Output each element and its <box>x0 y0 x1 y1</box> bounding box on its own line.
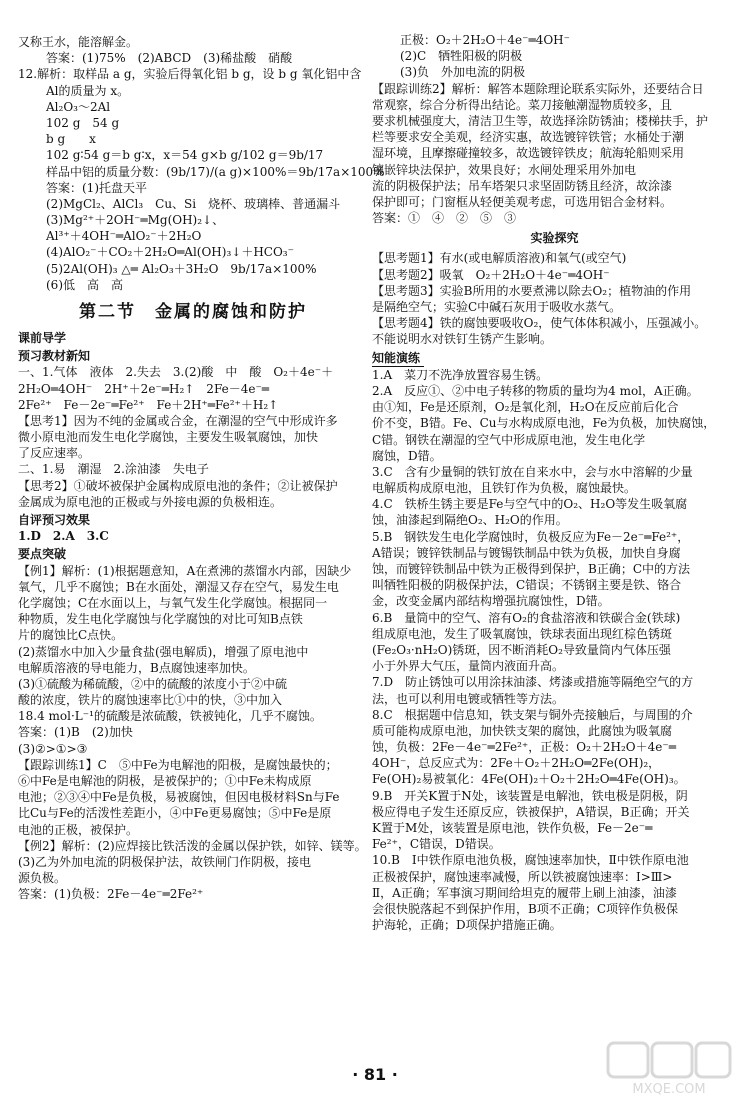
answer-line: (4)AlO₂⁻＋CO₂＋2H₂O═Al(OH)₃↓＋HCO₃⁻ <box>46 245 294 260</box>
track-line: 比Cu与Fe的活泼性差距小，④中Fe更易腐蚀；⑤中Fe是原 <box>18 806 332 821</box>
practice-line: 叫牺牲阳极的阴极保护法，C错误；不锈钢主要是铁、铬合 <box>372 578 682 593</box>
practice-line: 电解质构成原电池，且铁钉作为负极，腐蚀最快。 <box>372 481 637 496</box>
think-line: 【思考1】因为不纯的金属或合金，在潮湿的空气中形成许多 <box>18 413 338 428</box>
example-line: (3)②>①>③ <box>18 741 88 756</box>
experiment-line: 【思考题1】有水(或电解质溶液)和氧气(或空气) <box>372 251 627 266</box>
example-line: (3)①硫酸为稀硫酸，②中的硫酸的浓度小于②中硫 <box>18 676 287 691</box>
experiment-line: 【思考题2】吸氧 O₂＋2H₂O＋4e⁻═4OH⁻ <box>372 267 610 282</box>
practice-line: 2.A 反应①、②中电子转移的物质的量均为4 mol，A正确。 <box>372 383 699 398</box>
section-title: 第二节 金属的腐蚀和防护 <box>79 302 307 322</box>
practice-line: Ⅱ，A正确；军事演习期间给坦克的履带上刷上油漆，油漆 <box>372 885 677 900</box>
example-line: (3)乙为外加电流的阴极保护法，故铁闸门作阴极，接电 <box>18 854 312 869</box>
track2-line: 要求机械强度大，清洁卫生等，故选择涂防锈油；楼梯扶手，护 <box>372 113 709 128</box>
example-line: 【例2】解析：(2)应焊接比铁活泼的金属以保护铁，如锌、镁等。 <box>18 838 367 853</box>
example-line: 酸的浓度，铁片的腐蚀速率比①中的快，③中加入 <box>18 693 283 708</box>
answer-line: (6)低 高 高 <box>46 277 123 292</box>
preview-line: 2Fe²⁺ Fe－2e⁻═Fe²⁺ Fe＋2H⁺═Fe²⁺＋H₂↑ <box>18 397 279 412</box>
track2-answer: 答案：① ④ ② ⑤ ③ <box>372 211 517 226</box>
preview-subheading: 预习教材新知 <box>18 349 91 364</box>
practice-line: 3.C 含有少量铜的铁钉放在自来水中，会与水中溶解的少量 <box>372 464 693 479</box>
q12-line: b g x <box>46 132 96 147</box>
practice-line: 法，也可以利用电镀或牺牲等方法。 <box>372 691 565 706</box>
track-line: 电池的正极，被保护。 <box>18 822 139 837</box>
practice-line: Fe²⁺，C错误，D错误。 <box>372 837 501 852</box>
example-line: 答案：(1)B (2)加快 <box>18 725 133 740</box>
practice-line: 腐蚀，D错。 <box>372 448 442 463</box>
practice-heading: 知能演练 <box>372 350 424 367</box>
answer-line: (3)Mg²⁺＋2OH⁻═Mg(OH)₂↓、 <box>46 213 225 228</box>
practice-line: 价不变，B错。Fe、Cu与水构成原电池，Fe为负极，加快腐蚀， <box>372 416 716 431</box>
answer-line: (2)MgCl₂、AlCl₃ Cu、Si 烧杯、玻璃棒、普通漏斗 <box>46 196 341 211</box>
practice-line: 4OH⁻，总反应式为：2Fe＋O₂＋2H₂O═2Fe(OH)₂， <box>372 756 661 771</box>
think-line: 微小原电池而发生电化学腐蚀，主要发生吸氧腐蚀，加快 <box>18 430 319 445</box>
answer-line: 答案：(1)托盘天平 <box>46 180 147 195</box>
example-line: 【例1】解析：(1)根据题意知，A在煮沸的蒸馏水内部，因缺少 <box>18 563 352 578</box>
example-line: 答案：(1)负极：2Fe－4e⁻═2Fe²⁺ <box>18 887 204 902</box>
practice-line: A错误；镀锌铁制品与镀锡铁制品中铁为负极，加快自身腐 <box>372 545 681 560</box>
answer-line: (2)C 牺牲阳极的阴极 <box>400 49 523 64</box>
track2-line: 常观察，综合分析得出结论。菜刀接触潮湿物质较多，且 <box>372 97 673 112</box>
practice-line: 蚀，油漆起到隔绝O₂、H₂O的作用。 <box>372 513 568 528</box>
right-column <box>372 32 737 933</box>
practice-line: 9.B 开关K置于N处，该装置是电解池，铁电极是阴极，阴 <box>372 788 688 803</box>
example-line: 氧气，几乎不腐蚀；B在水面处，潮湿又存在空气，易发生电 <box>18 579 339 594</box>
track-line: ⑥中Fe是电解池的阴极，是被保护的；①中Fe未构成原 <box>18 774 312 788</box>
track-line: 【跟踪训练1】C ⑤中Fe为电解池的阳极，是腐蚀最快的； <box>18 757 338 772</box>
q12-line: 102 g∶54 g＝b g∶x，x＝54 g×b g/102 g＝9b/17 <box>46 148 324 163</box>
self-eval-heading: 自评预习效果 <box>18 513 91 527</box>
answer-line: Al³⁺＋4OH⁻═AlO₂⁻＋2H₂O <box>46 229 202 244</box>
answer-line: (3)负 外加电流的阴极 <box>400 65 525 80</box>
experiment-line: 不能说明水对铁钉生锈产生影响。 <box>372 332 553 347</box>
practice-line: 4.C 铁桥生锈主要是Fe与空气中的O₂、H₂O等发生吸氧腐 <box>372 497 688 512</box>
q12-line: Al₂O₃～2Al <box>46 99 111 114</box>
practice-line: (Fe₂O₃·nH₂O)锈斑，因不断消耗O₂导致量筒内气体压强 <box>372 642 671 657</box>
practice-line: 质可能构成原电池，加快铁支架的腐蚀，此腐蚀为吸氧腐 <box>372 723 673 738</box>
experiment-line: 【思考题3】实验B所用的水要煮沸以除去O₂；植物油的作用 <box>372 283 692 298</box>
practice-line: 蚀，负极：2Fe－4e⁻═2Fe²⁺，正极：O₂＋2H₂O＋4e⁻═ <box>372 740 676 755</box>
track2-line: 镶嵌锌块法保护，效果良好；水闸处理采用外加电 <box>372 162 637 177</box>
think-line: 了反应速率。 <box>18 446 91 461</box>
preview-line: 一、1.气体 液体 2.失去 3.(2)酸 中 酸 O₂＋4e⁻＋ <box>18 365 334 380</box>
practice-line: 5.B 钢铁发生电化学腐蚀时，负极反应为Fe－2e⁻═Fe²⁺， <box>372 529 690 544</box>
example-line: (2)蒸馏水中加入少量食盐(强电解质)，增强了原电池中 <box>18 644 309 659</box>
practice-line: 组成原电池，发生了吸氧腐蚀，铁球表面出现红棕色锈斑 <box>372 626 673 641</box>
left-column <box>18 34 385 903</box>
preview-line: 2H₂O═4OH⁻ 2H⁺＋2e⁻═H₂↑ 2Fe－4e⁻═ <box>18 381 270 396</box>
practice-line: 金，改变金属内部结构增强抗腐蚀性，D错。 <box>372 594 610 609</box>
watermark-text: MXQE.COM <box>632 1082 706 1097</box>
practice-line: C错。钢铁在潮湿的空气中形成原电池，发生电化学 <box>372 432 646 447</box>
self-eval-answers: 1.D 2.A 3.C <box>18 529 109 544</box>
track-line: 电池；②③④中Fe是负极，易被腐蚀，但因电极材料Sn与Fe <box>18 790 340 805</box>
example-line: 化学腐蚀；C在水面以上，与氧气发生化学腐蚀。根据同一 <box>18 595 328 610</box>
example-line: 18.4 mol·L⁻¹的硫酸是浓硫酸，铁被钝化，几乎不腐蚀。 <box>18 709 322 724</box>
practice-line: 1.A 菜刀不洗净放置容易生锈。 <box>372 367 549 382</box>
practice-line: 正极被保护，腐蚀速率减慢，所以铁被腐蚀速率：Ⅰ>Ⅲ> <box>372 869 673 884</box>
track2-line: 栏等要求安全美观，经济实惠，故选镀锌铁管；水桶处于潮 <box>372 130 685 145</box>
practice-line: 10.B Ⅰ中铁作原电池负极，腐蚀速率加快，Ⅱ中铁作原电池 <box>372 853 689 868</box>
track2-line: 保护即可；门窗框从轻便美观考虑，可选用铝合金材料。 <box>372 194 673 209</box>
breakthrough-heading: 要点突破 <box>18 547 67 562</box>
preview-line: 二、1.易 潮湿 2.涂油漆 失电子 <box>18 462 209 477</box>
experiment-line: 【思考题4】铁的腐蚀要吸收O₂，使气体体积减小，压强减小。 <box>372 316 707 331</box>
answer-line: 正极：O₂＋2H₂O＋4e⁻═4OH⁻ <box>400 33 570 47</box>
practice-line: 蚀，而镀锌铁制品中铁为正极得到保护，B正确；C中的方法 <box>372 562 691 576</box>
practice-line: 7.D 防止锈蚀可以用涂抹油漆、烤漆或措施等隔绝空气的方 <box>372 675 694 690</box>
answer-line: (5)2Al(OH)₃ △═ Al₂O₃＋3H₂O 9b/17a×100% <box>46 261 317 276</box>
experiment-line: 是隔绝空气；实验C中碱石灰用于吸收水蒸气。 <box>372 300 622 314</box>
practice-line: 小于外界大气压，量筒内液面升高。 <box>372 659 565 674</box>
answer-line: 答案：(1)75% (2)ABCD (3)稀盐酸 硝酸 <box>46 51 293 66</box>
practice-line: 8.C 根据题中信息知，铁支架与铜外壳接触后，与周围的介 <box>372 707 693 722</box>
q12-line: 102 g 54 g <box>46 115 120 130</box>
example-line: 种物质，发生电化学腐蚀与化学腐蚀的对比可知B点铁 <box>18 612 303 627</box>
practice-line: 极应得电子发生还原反应，铁被保护，A错误，B正确；开关 <box>372 804 690 819</box>
example-line: 片的腐蚀比C点快。 <box>18 628 124 643</box>
practice-line: 由①知，Fe是还原剂，O₂是氧化剂，H₂O在反应前后化合 <box>372 400 679 415</box>
track2-line: 湿环境，且摩擦碰撞较多，故选镀锌铁皮；航海轮船则采用 <box>372 146 685 161</box>
q12-line: 样品中铝的质量分数：(9b/17)/(a g)×100%＝9b/17a×100% <box>46 164 385 179</box>
think-line: 金属成为原电池的正极或与外接电源的负极相连。 <box>18 494 283 509</box>
watermark-logo <box>604 1039 734 1099</box>
example-line: 源负极。 <box>18 871 67 886</box>
experiment-heading: 实验探究 <box>530 231 579 246</box>
page-number: · 81 · <box>352 1065 398 1084</box>
practice-line: 护海轮，正确；D项保护措施正确。 <box>372 918 562 933</box>
track2-line: 流的阴极保护法；吊车塔架只求坚固防锈且经济，故涂漆 <box>372 178 673 193</box>
practice-line: 会很快脱落起不到保护作用，B项不正确；C项锌作负极保 <box>372 901 679 916</box>
practice-line: 6.B 量筒中的空气、溶有O₂的食盐溶液和铁碳合金(铁球) <box>372 610 681 625</box>
example-line: 电解质溶液的导电能力，B点腐蚀速率加快。 <box>18 660 255 675</box>
think-line: 【思考2】①破坏被保护金属构成原电池的条件；②让被保护 <box>18 478 338 493</box>
preview-heading: 课前导学 <box>18 330 67 345</box>
q12-line: Al的质量为 x。 <box>46 83 130 98</box>
practice-line: Fe(OH)₂易被氧化：4Fe(OH)₂＋O₂＋2H₂O═4Fe(OH)₃。 <box>372 772 686 787</box>
text-line: 又称王水，能溶解金。 <box>18 35 139 49</box>
practice-line: K置于M处，该装置是原电池，铁作负极，Fe－2e⁻═ <box>372 821 653 835</box>
track2-line: 【跟踪训练2】解析：解答本题除理论联系实际外，还要结合日 <box>372 81 704 96</box>
q12-line: 12.解析：取样品 a g，实验后得氧化铝 b g，设 b g 氧化铝中含 <box>18 67 362 82</box>
